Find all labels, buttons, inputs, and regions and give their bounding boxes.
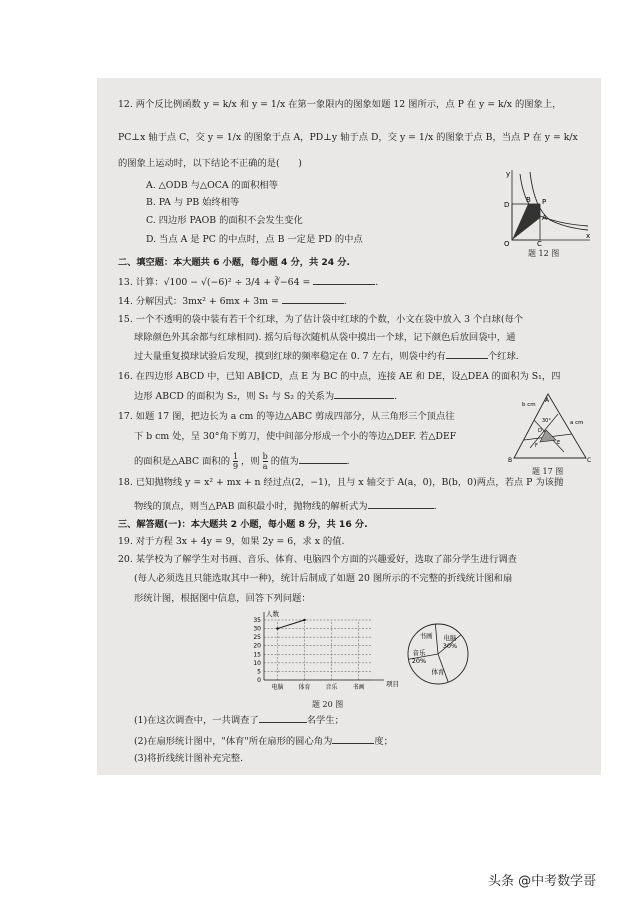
q20-sub3: (3)将折线统计图补充完整. — [134, 753, 244, 764]
q17-line3-b: ，则 — [241, 456, 260, 467]
section3-heading: 三、解答题(一)：本大题共 2 小题，每小题 8 分，共 16 分. — [118, 519, 368, 530]
q17-line3-c: 的值为 — [270, 456, 299, 467]
q12-option-c: C. 四边形 PAOB 的面积不会发生变化 — [146, 215, 303, 226]
q14-answer-blank[interactable] — [282, 294, 344, 304]
pie-slice-label: 电脑 — [443, 634, 457, 642]
q14-expression: 14. 分解因式：3mx² + 6mx + 3m = — [118, 296, 279, 307]
label-acm: a cm — [570, 420, 584, 426]
q20-sub1-text: (1)在这次调查中，一共调查了 — [134, 715, 259, 726]
y-tick-label: 0 — [257, 677, 261, 684]
q20-sub2-text: (2)在扇形统计图中，"体育"所在扇形的圆心角为 — [134, 736, 333, 747]
curve-k-over-x — [530, 172, 588, 230]
q12-option-b: B. PA 与 PB 始终相等 — [146, 197, 240, 208]
q17-figure — [508, 392, 594, 464]
q20-sub1-blank[interactable] — [259, 713, 307, 723]
label-b: B — [526, 196, 531, 204]
y-tick-label: 10 — [253, 659, 261, 667]
series-point — [276, 627, 278, 629]
q15-line1: 15. 一个不透明的袋中装有若干个红球，为了估计袋中红球的个数，小文在袋中放入 3 个白球(每个 — [118, 314, 524, 325]
q15-line2: 球除颜色外其余都与红球相同). 摇匀后每次随机从袋中摸出一个球，记下颜色后放回袋中，通 — [134, 332, 516, 343]
q17-line2: 下 b cm 处，呈 30°角下剪刀，使中间部分形成一个小的等边△DEF. 若△DEF — [134, 431, 457, 442]
label-o: O — [504, 240, 510, 246]
pie-slice-percent: 20% — [411, 657, 427, 665]
x-tick-label: 体育 — [298, 684, 311, 691]
label-p: P — [542, 198, 547, 206]
frac2-num: b — [262, 452, 268, 461]
q12-option-d: D. 当点 A 是 PC 的中点时，点 B 一定是 PD 的中点 — [146, 234, 363, 245]
q15-line3-text: 过大量重复摸球试验后发现，摸到红球的频率稳定在 0. 7 左右，则袋中约有 — [134, 351, 446, 362]
frac1-den: 9 — [232, 462, 239, 471]
q15-tail: 个红球. — [487, 351, 519, 362]
q16-line1: 16. 在四边形 ABCD 中，已知 AB∥CD，点 E 为 BC 的中点，连接 AE 和 DE，设△DEA 的面积为 S₁，四 — [118, 371, 561, 382]
q18-line1: 18. 已知抛物线 y = x² + mx + n 经过点(2，−1)，且与 x 轴交于 A(a，0)，B(b，0)两点，若点 P 为该抛 — [118, 477, 564, 488]
label-bcm: b cm — [522, 402, 536, 408]
x-axis-label: 项目 — [386, 680, 398, 688]
y-axis-label: 人数 — [266, 610, 279, 618]
q12-line2: PC⊥x 轴于点 C，交 y = 1/x 的图象于点 A，PD⊥y 轴于点 D，交 y = 1/x 的图象于点 B，当点 P 在 y = k/x — [118, 132, 578, 143]
q15-answer-blank[interactable] — [446, 349, 488, 359]
frac1-num: 1 — [232, 452, 239, 461]
q13-text: 13. 计算：√100 − √(−6)² ÷ 3/4 + ∛−64 = . — [118, 277, 379, 288]
series-point — [303, 619, 305, 621]
label-c: C — [537, 240, 542, 246]
q16-answer-blank[interactable] — [334, 389, 394, 399]
q17-fig-caption: 题 17 图 — [532, 467, 564, 476]
q17-fraction-1-9 — [233, 452, 238, 471]
watermark: 头条 @中考数学哥 — [488, 874, 597, 889]
q20-pie-chart-svg — [406, 622, 470, 686]
q18-answer-blank[interactable] — [368, 499, 434, 509]
q20-line1: 20. 某学校为了解学生对书画、音乐、体育、电脑四个方面的兴趣爱好，选取了部分学生进行调查 — [118, 554, 517, 565]
y-tick-label: 20 — [253, 642, 261, 650]
pie-slice-label: 体育 — [431, 668, 445, 676]
q20-sub2-blank[interactable] — [332, 734, 374, 744]
pie-slice-label: 音乐 — [412, 649, 426, 657]
label-a: A — [545, 397, 550, 404]
section2-heading: 二、填空题：本大题共 6 小题，每小题 4 分，共 24 分. — [118, 257, 351, 268]
q12-figure — [500, 168, 592, 246]
x-tick-label: 电脑 — [271, 684, 284, 691]
y-tick-label: 5 — [257, 668, 261, 676]
q20-sub1 — [134, 713, 344, 727]
q16-line2-text: 边形 ABCD 的面积为 S₂，则 S₁ 与 S₂ 的关系为 — [134, 391, 335, 402]
x-tick-label: 书画 — [352, 684, 365, 691]
q15-line3 — [134, 349, 519, 363]
y-tick-label: 35 — [253, 617, 261, 624]
label-x: x — [586, 232, 591, 240]
q13-answer-blank[interactable] — [313, 275, 375, 285]
label-d: D — [504, 201, 510, 209]
label-e: E — [557, 440, 561, 446]
q19-text: 19. 对于方程 3x + 4y = 9，如果 2y = 6，求 x 的值. — [118, 536, 345, 547]
label-c: C — [587, 457, 592, 464]
series-line — [278, 620, 305, 629]
pie-divider — [435, 624, 438, 654]
q12-option-a: A. △ODB 与△OCA 的面积相等 — [146, 180, 278, 191]
q12-line1: 12. 两个反比例函数 y = k/x 和 y = 1/x 在第一象限内的图象如题 12 图所示，点 P 在 y = k/x 的图象上， — [118, 99, 562, 110]
quad-paob — [512, 204, 540, 240]
pie-slice-percent: 30% — [442, 642, 458, 650]
label-b: B — [508, 457, 513, 464]
q18-line2-text: 物线的顶点，则当△PAB 面积最小时，抛物线的解析式为 — [134, 501, 368, 512]
pie-slice-label: 书画 — [419, 632, 433, 640]
q20-line3: 形统计图，根据图中信息，回答下列问题： — [134, 593, 311, 604]
label-d: D — [538, 428, 542, 434]
q20-line2: (每人必须选且只能选取其中一种)，统计后制成了如题 20 图所示的不完整的折线统计图和扇 — [134, 573, 513, 584]
q17-triangle — [508, 392, 594, 464]
y-tick-label: 15 — [253, 651, 261, 659]
q18-line2: 物线的顶点，则当△PAB 面积最小时，抛物线的解析式为 . — [134, 501, 437, 512]
q20-line-chart-svg — [238, 610, 398, 694]
q12-graph — [500, 168, 592, 246]
q20-line-chart — [238, 610, 398, 698]
label-a: A — [542, 214, 547, 222]
frac2-den: a — [262, 462, 268, 471]
x-tick-label: 音乐 — [325, 684, 338, 691]
q14-text: 14. 分解因式：3mx² + 6mx + 3m = . — [118, 296, 347, 307]
y-tick-label: 30 — [253, 625, 261, 633]
q20-sub1-tail: 名学生； — [306, 715, 344, 726]
q17-line3-a: 的面积是△ABC 面积的 — [134, 456, 231, 467]
label-angle: 30° — [542, 418, 551, 424]
q20-sub2 — [134, 734, 393, 748]
q17-fraction-b-a — [263, 452, 268, 471]
label-y: y — [506, 170, 511, 178]
q12-line3: 的图象上运动时，以下结论不正确的是( ) — [118, 158, 302, 169]
q16-line2: 边形 ABCD 的面积为 S₂，则 S₁ 与 S₂ 的关系为 . — [134, 391, 398, 402]
q17-line3: 的面积是△ABC 面积的 $\frac{1}{9}$ ，则 $\frac{b}{a}$ 的值为 . — [134, 452, 350, 471]
q20-sub2-tail: 度； — [374, 736, 393, 747]
q17-answer-blank[interactable] — [299, 454, 347, 464]
q17-line1: 17. 如题 17 图，把边长为 a cm 的等边△ABC 剪成四部分，从三角形三个顶点往 — [118, 411, 455, 422]
q20-fig-caption: 题 20 图 — [312, 700, 344, 709]
q20-pie-chart — [406, 622, 470, 690]
q12-fig-caption: 题 12 图 — [528, 249, 560, 258]
q13-expression: 13. 计算：√100 − √(−6)² ÷ 3/4 + ∛−64 = — [118, 277, 311, 288]
label-f: F — [535, 443, 538, 449]
y-tick-label: 25 — [253, 634, 261, 642]
